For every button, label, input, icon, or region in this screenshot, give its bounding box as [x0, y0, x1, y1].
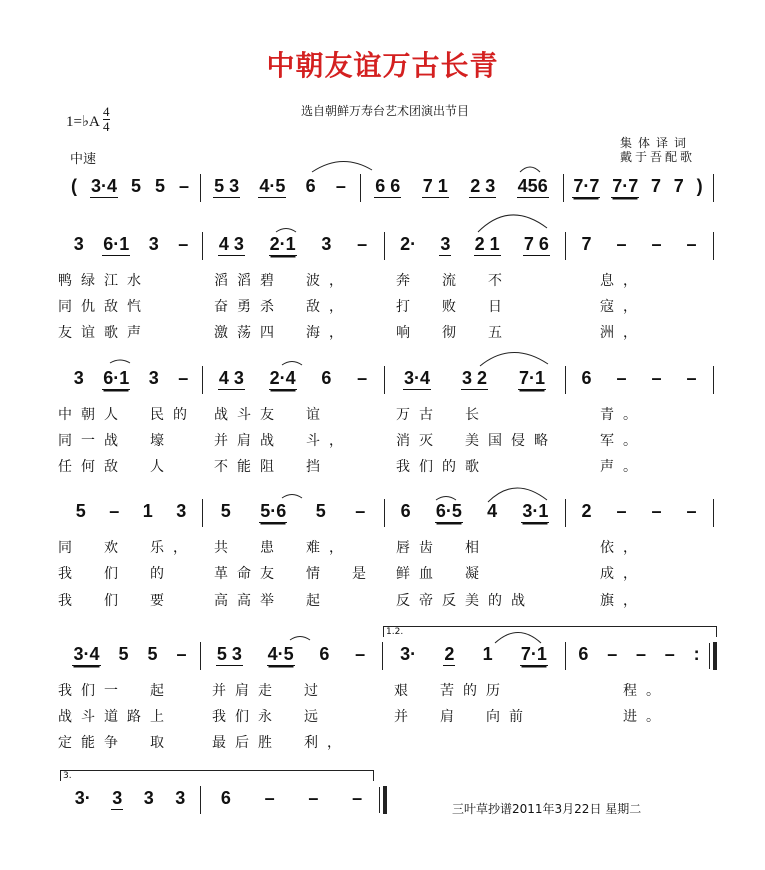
note: 3: [143, 788, 154, 808]
note: 7·7: [612, 176, 639, 196]
lyric: 友谊歌声: [58, 325, 150, 341]
note: –: [357, 234, 368, 254]
lyric: 奔 流 不: [396, 273, 511, 289]
note: 2 3: [470, 176, 496, 196]
lyric: 响 彻 五: [396, 325, 511, 341]
note: –: [178, 176, 189, 196]
note: 5 3: [214, 176, 240, 196]
note: 4·5: [267, 644, 294, 664]
lyric: 中朝人 民的: [58, 407, 196, 423]
note: 4·5: [259, 176, 286, 196]
note: –: [352, 788, 363, 808]
lyric: 旗，: [577, 593, 646, 609]
lyric: 万古 长: [396, 407, 488, 423]
note: 5: [154, 176, 165, 196]
slur: [276, 229, 296, 233]
lyric: 高高举 起: [214, 593, 329, 609]
note: 6: [581, 368, 592, 388]
note: 6: [305, 176, 316, 196]
volta-label: 3.: [63, 771, 72, 781]
note: –: [355, 644, 366, 664]
transcription-note: 三叶草抄谱2011年3月22日 星期二: [452, 802, 642, 816]
song-title: 中朝友谊万古长青: [266, 49, 499, 82]
note: 6: [319, 644, 330, 664]
note: –: [109, 501, 120, 521]
note: 6·1: [103, 368, 130, 388]
note: 2 1: [474, 234, 500, 254]
lyric: 打 败 日: [396, 299, 511, 315]
note: 3 2: [461, 368, 487, 388]
note: 7: [650, 176, 661, 196]
note: –: [651, 234, 662, 254]
slur: [436, 497, 456, 501]
lyric: 成，: [577, 566, 646, 582]
note: 3·4: [403, 368, 430, 388]
slur: [488, 488, 547, 502]
lyric: 息，: [577, 273, 646, 289]
lyric: 军。: [577, 433, 646, 449]
time-top: 4: [103, 104, 110, 119]
subtitle: 选自朝鲜万寿台艺术团演出节目: [300, 104, 469, 118]
note: (: [70, 176, 77, 196]
note: 5·6: [260, 501, 287, 521]
note: 3·: [400, 644, 417, 664]
lyricist-credit: 集体译词: [620, 136, 693, 150]
note: –: [651, 501, 662, 521]
note: 5 3: [216, 644, 242, 664]
note: 7 6: [523, 234, 549, 254]
slur: [478, 215, 547, 232]
lyric: 依，: [577, 540, 646, 556]
note: 7: [673, 176, 684, 196]
note: 3: [148, 368, 159, 388]
slur: [290, 637, 310, 641]
note: 6·5: [435, 501, 462, 521]
tempo-marking: 中速: [70, 152, 97, 167]
slur: [495, 633, 541, 644]
lyric: 同一战 壕: [58, 433, 173, 449]
note: 3: [440, 234, 451, 254]
note: 7·1: [520, 644, 547, 664]
slur: [480, 352, 548, 366]
note: 5: [118, 644, 129, 664]
note: 6: [321, 368, 332, 388]
lyric: 鸭绿江水: [58, 273, 150, 289]
composer-credit: 戴于吾配歌: [620, 150, 696, 164]
lyric: 不能阻 挡: [214, 459, 329, 475]
lyric: 战斗友 谊: [214, 407, 329, 423]
lyric: 进。: [577, 709, 669, 725]
note: 5: [75, 501, 86, 521]
note: :: [693, 644, 700, 664]
note: 3: [176, 501, 187, 521]
note: –: [176, 644, 187, 664]
lyric: 我们一 起: [58, 683, 173, 699]
note: ): [696, 176, 703, 196]
time-bottom: 4: [103, 119, 110, 134]
note: 2: [444, 644, 455, 664]
lyric: 我们的歌: [396, 459, 488, 475]
note: 1: [482, 644, 493, 664]
note: –: [357, 368, 368, 388]
note: 3: [73, 234, 84, 254]
lyric: 反帝反美的战: [396, 593, 534, 609]
lyric: 程。: [577, 683, 669, 699]
note: –: [178, 368, 189, 388]
lyric: 消灭 美国侵略: [396, 433, 557, 449]
note: –: [616, 501, 627, 521]
note: 7·7: [573, 176, 600, 196]
note: –: [355, 501, 366, 521]
note: 1: [142, 501, 153, 521]
note: 3·4: [73, 644, 100, 664]
volta-label: 1.2.: [386, 627, 404, 637]
slur: [312, 161, 372, 172]
note: 5: [220, 501, 231, 521]
lyric: 定能争 取: [58, 735, 173, 751]
slur: [520, 167, 540, 172]
note: 6 6: [375, 176, 401, 196]
note: 7·1: [518, 368, 545, 388]
lyric: 声。: [577, 459, 646, 475]
note: 2·: [400, 234, 417, 254]
lyric: 最后胜 利，: [212, 735, 350, 751]
note: 2·4: [269, 368, 296, 388]
note: 4: [487, 501, 498, 521]
note: 3: [175, 788, 186, 808]
note: –: [616, 234, 627, 254]
lyric: 洲，: [577, 325, 646, 341]
lyric: 同仇敌忾: [58, 299, 150, 315]
slur: [110, 360, 130, 363]
lyric: 并肩走 过: [212, 683, 327, 699]
note: 4 3: [218, 234, 244, 254]
note: –: [686, 501, 697, 521]
note: –: [607, 644, 618, 664]
key-signature: 1=♭A: [66, 114, 100, 130]
note: –: [178, 234, 189, 254]
lyric: 青。: [577, 407, 646, 423]
note: –: [686, 368, 697, 388]
lyric: 寇，: [577, 299, 646, 315]
lyric: 战斗道路上: [58, 709, 173, 725]
note: 7: [581, 234, 592, 254]
note: 2·1: [269, 234, 296, 254]
note: 3·1: [522, 501, 549, 521]
note: –: [335, 176, 346, 196]
lyric: 艰 苦的历: [394, 683, 509, 699]
lyric: 奋勇杀 敌，: [214, 299, 352, 315]
note: 6: [578, 644, 589, 664]
note: –: [664, 644, 675, 664]
note: 3: [321, 234, 332, 254]
note: 3: [73, 368, 84, 388]
note: –: [264, 788, 275, 808]
lyric: 同 欢 乐，: [58, 540, 196, 556]
note: 6·1: [103, 234, 130, 254]
note: –: [635, 644, 646, 664]
slur: [282, 495, 302, 499]
lyric: 我 们 的: [58, 566, 173, 582]
note: –: [651, 368, 662, 388]
lyric: 激荡四 海，: [214, 325, 352, 341]
note: 7 1: [422, 176, 448, 196]
note: –: [616, 368, 627, 388]
lyric: 共 患 难，: [214, 540, 352, 556]
note: 2: [581, 501, 592, 521]
note: 4 3: [218, 368, 244, 388]
note: 3·4: [90, 176, 117, 196]
note: –: [308, 788, 319, 808]
lyric: 并 肩 向前: [394, 709, 532, 725]
note: 6: [220, 788, 231, 808]
note: 3·: [74, 788, 91, 808]
note: 5: [130, 176, 141, 196]
lyric: 我们永 远: [212, 709, 327, 725]
slur: [282, 362, 302, 366]
lyric: 唇齿 相: [396, 540, 488, 556]
note: –: [686, 234, 697, 254]
lyric: 我 们 要: [58, 593, 173, 609]
note: 5: [147, 644, 158, 664]
lyric: 任何敌 人: [58, 459, 173, 475]
note: 5: [315, 501, 326, 521]
lyric: 鲜血 凝: [396, 566, 488, 582]
note: 6: [400, 501, 411, 521]
note: 456: [517, 176, 548, 196]
note: 3: [112, 788, 123, 808]
lyric: 并肩战 斗，: [214, 433, 352, 449]
lyric: 滔滔碧 波，: [214, 273, 352, 289]
note: 3: [148, 234, 159, 254]
lyric: 革命友 情 是: [214, 566, 375, 582]
